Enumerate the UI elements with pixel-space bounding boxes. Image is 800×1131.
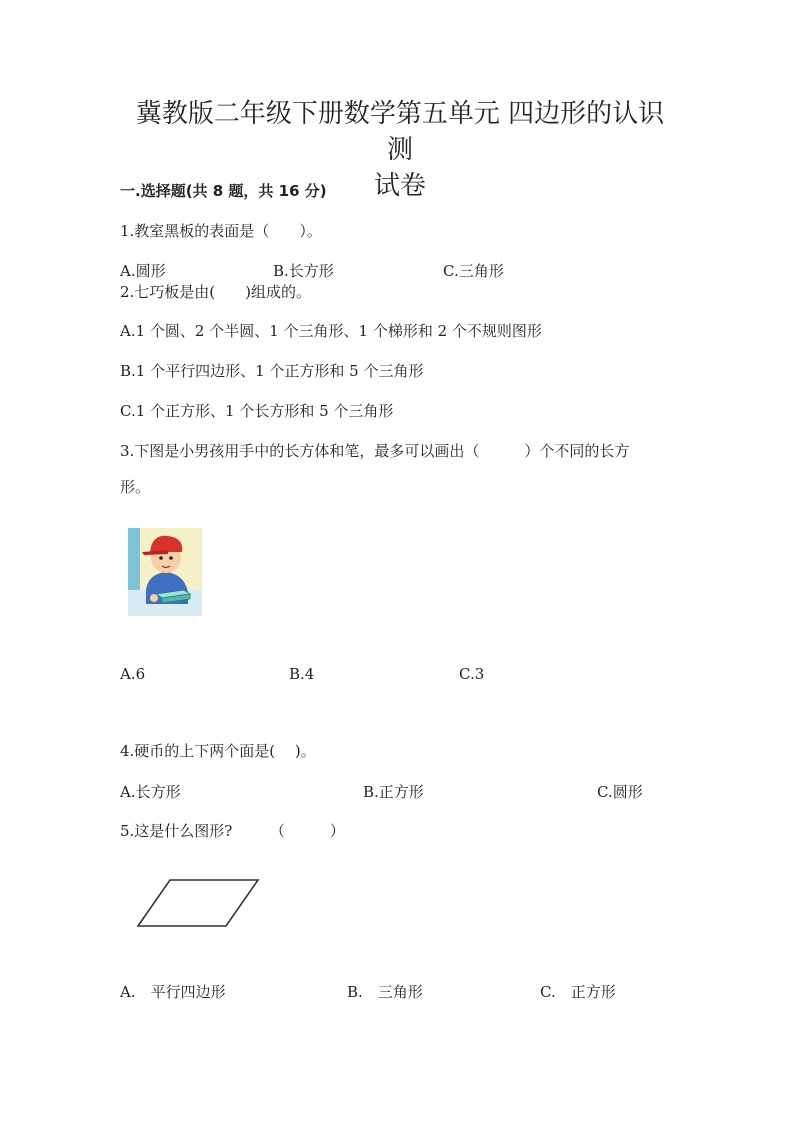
question-2-option-b: B.1 个平行四边形、1 个正方形和 5 个三角形 xyxy=(120,362,424,380)
question-3-option-c: C.3 xyxy=(459,665,485,683)
question-1-option-b: B.长方形 xyxy=(273,262,334,280)
question-4-option-b: B.正方形 xyxy=(363,783,424,801)
question-5-option-c: C. 正方形 xyxy=(540,983,616,1001)
title-line-2: 试卷 xyxy=(373,171,426,201)
section-heading: 一.选择题(共 8 题，共 16 分) xyxy=(120,182,327,200)
question-1-option-a: A.圆形 xyxy=(120,262,166,280)
question-5-option-a: A. 平行四边形 xyxy=(120,983,226,1001)
question-2-option-c: C.1 个正方形、1 个长方形和 5 个三角形 xyxy=(120,402,394,420)
question-3-stem-line-1: 3.下图是小男孩用手中的长方体和笔，最多可以画出（ ）个不同的长方 xyxy=(120,442,630,460)
question-4-option-c: C.圆形 xyxy=(597,783,643,801)
question-4-stem: 4.硬币的上下两个面是( )。 xyxy=(120,742,316,760)
question-1-stem: 1.教室黑板的表面是（ ）。 xyxy=(120,222,322,240)
question-2-stem: 2.七巧板是由( )组成的。 xyxy=(120,283,312,301)
question-5-option-b: B. 三角形 xyxy=(347,983,423,1001)
question-2-option-a: A.1 个圆、2 个半圆、1 个三角形、1 个梯形和 2 个不规则图形 xyxy=(120,322,542,340)
question-3-option-b: B.4 xyxy=(289,665,315,683)
question-3-stem-line-2: 形。 xyxy=(120,478,151,496)
question-1-option-c: C.三角形 xyxy=(443,262,504,280)
question-4-option-a: A.长方形 xyxy=(120,783,181,801)
question-3-option-a: A.6 xyxy=(120,665,146,683)
title-line-1: 冀教版二年级下册数学第五单元 四边形的认识 测 xyxy=(135,99,665,165)
boy-illustration xyxy=(128,528,202,616)
parallelogram-figure xyxy=(134,876,262,930)
question-5-stem: 5.这是什么图形? （ ） xyxy=(120,822,345,840)
